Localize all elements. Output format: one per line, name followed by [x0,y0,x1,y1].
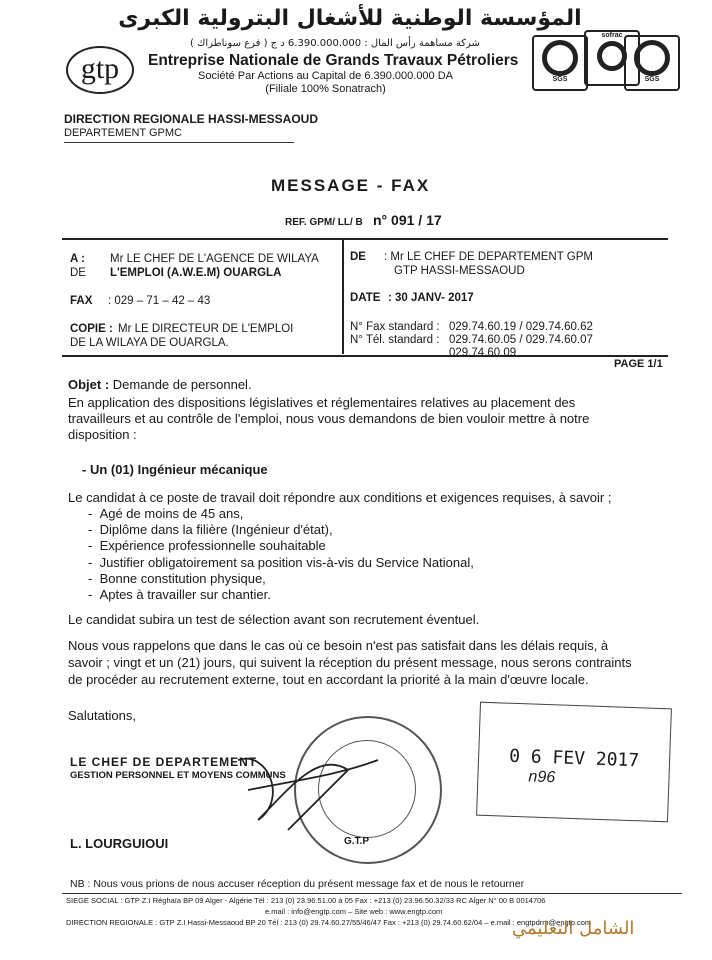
selection-note: Le candidat subira un test de sélection avant son recrutement éventuel. [68,612,480,627]
seal-text: G.T.P [344,836,370,847]
copy-value: Mr LE DIRECTEUR DE L'EMPLOI [118,323,294,335]
footer-regional: DIRECTION REGIONALE : GTP Z.I Hassi-Messaoud BP 20 Tél : 213 (0) 29.74.60.27/55/46/47 Fax : +213 (0) 29.74.60.62/04 – e.mail : engtpdrm@engtp.com [66,918,592,927]
nb-note: NB : Nous vous prions de nous accuser réception du présent message fax et de nous le retourner [70,878,525,890]
divider [64,142,294,143]
list-item: - Agé de moins de 45 ans, [88,506,244,521]
copy-value-2: DE LA WILAYA DE OUARGLA. [70,337,229,349]
condition-text: Justifier obligatoirement sa position vis-à-vis du Service National, [99,554,474,570]
reminder-line-3: de procéder au recrutement externe, tout en accordant la priorité à la main d'œuvre locale. [68,672,589,687]
footer-divider [62,893,682,894]
page-number: PAGE 1/1 [614,358,663,370]
to-value: Mr LE CHEF DE L'AGENCE DE WILAYA [110,253,319,265]
tel-standard-label: N° Tél. standard : [350,334,440,346]
filiale-line: (Filiale 100% Sonatrach) [265,83,386,95]
position-requested: - Un (01) Ingénieur mécanique [82,462,268,477]
list-item: - Expérience professionnelle souhaitable [88,538,326,554]
department-title: DEPARTEMENT GPMC [64,127,182,139]
arabic-capital-line: شركة مساهمة رأس المال : 6.390.000.000 د ج ( فرع سوناطراك ) [190,38,480,49]
salutations: Salutations, [68,708,136,723]
company-subtitle [198,70,453,96]
condition-text: Agé de moins de 45 ans, [99,506,244,521]
fax-standard-label: N° Fax standard : [350,321,440,333]
gtp-logo: gtp [66,46,134,94]
company-name: Entreprise Nationale de Grands Travaux Pétroliers [148,52,519,69]
cert-label: SGS [644,76,660,83]
stamp-number: n96 [528,768,556,787]
date-label: DATE [350,292,381,304]
table-middle-border [342,240,344,354]
signatory-title: LE CHEF DE DEPARTEMENT [70,755,258,769]
condition-text: Expérience professionnelle souhaitable [99,538,326,554]
fax-standard-value: 029.74.60.19 / 029.74.60.62 [449,321,593,333]
tel-standard-value: 029.74.60.05 / 029.74.60.07 [449,334,593,346]
signatory-department: GESTION PERSONNEL ET MOYENS COMMUNS [70,770,286,781]
from-value: : Mr LE CHEF DE DEPARTEMENT GPM [384,251,593,263]
footer-contact: e.mail : info@engtp.com – Site web : www.engtp.com [265,907,443,916]
cert-label: SGS [552,76,568,83]
signatory-name: L. LOURGUIOUI [70,836,169,851]
footer-head-office: SIEGE SOCIAL : GTP Z.I Réghaïa BP 09 Alger - Algérie Tél : 213 (0) 23.96.51.00 à 05 Fax : +213 (0) 23.96.50.32/33 RC Alger N° 00 B 0014706 [66,896,546,905]
signature-scribble-icon [228,730,388,840]
de-label-left: DE [70,267,86,279]
to-label: A : [70,253,85,265]
direction-title: DIRECTION REGIONALE HASSI-MESSAOUD [64,112,319,126]
reference-number: n° 091 / 17 [373,212,442,228]
fax-label: FAX [70,295,93,307]
sgs-cert-icon [532,35,588,91]
stamp-date: 0 6 FEV 2017 [508,745,640,772]
date-value: : 30 JANV- 2017 [388,292,474,304]
intro-line-3: disposition : [68,427,137,442]
watermark: الشامل التعليمي [512,918,635,939]
table-bottom-border [62,355,668,357]
conditions-list [88,506,474,603]
cert-label: sofrac [601,32,623,39]
list-item: - Justifier obligatoirement sa position vis-à-vis du Service National, [88,554,474,570]
reference-label: REF. GPM/ LL/ B [285,217,363,228]
tel-standard-value-2: 029.74.60.09 [449,347,517,359]
conditions-intro: Le candidat à ce poste de travail doit répondre aux conditions et exigences requises, à savoir ; [68,490,612,505]
table-top-border [62,238,668,240]
copy-label: COPIE : [70,323,113,335]
reception-stamp [476,702,672,823]
condition-text: Diplôme dans la filière (Ingénieur d'état), [99,522,333,538]
intro-line-1: En application des dispositions législatives et réglementaires relatives au placement des [68,395,576,410]
condition-text: Aptes à travailler sur chantier. [99,587,271,603]
intro-line-2: travailleurs et au contrôle de l'emploi, nous vous demandons de bien vouloir mettre à notre [68,411,590,426]
document-title: MESSAGE - FAX [271,176,431,195]
from-value-2: GTP HASSI-MESSAOUD [394,265,525,277]
capital-line: Société Par Actions au Capital de 6.390.000.000 DA [198,70,454,82]
list-item: - Diplôme dans la filière (Ingénieur d'état), [88,522,333,538]
list-item: - Bonne constitution physique, [88,570,266,586]
reminder-line-2: savoir ; vingt et un (21) jours, qui suivent la réception du présent message, nous serons contraints [68,655,632,670]
subject-line [68,377,678,393]
condition-text: Bonne constitution physique, [99,570,266,586]
reminder-line-1: Nous vous rappelons que dans le cas où ce besoin n'est pas satisfait dans les délais requis, à [68,638,609,653]
sgs-cert-icon-2 [624,35,680,91]
subject-value: Demande de personnel. [112,377,252,392]
fax-value: : 029 – 71 – 42 – 43 [108,295,211,307]
list-item: - Aptes à travailler sur chantier. [88,587,271,603]
subject-label: Objet : [68,377,110,392]
to-value-2: L'EMPLOI (A.W.E.M) OUARGLA [110,267,282,279]
from-label: DE [350,251,366,263]
arabic-company-title: المؤسسة الوطنية للأشغال البترولية الكبرى [118,6,582,31]
